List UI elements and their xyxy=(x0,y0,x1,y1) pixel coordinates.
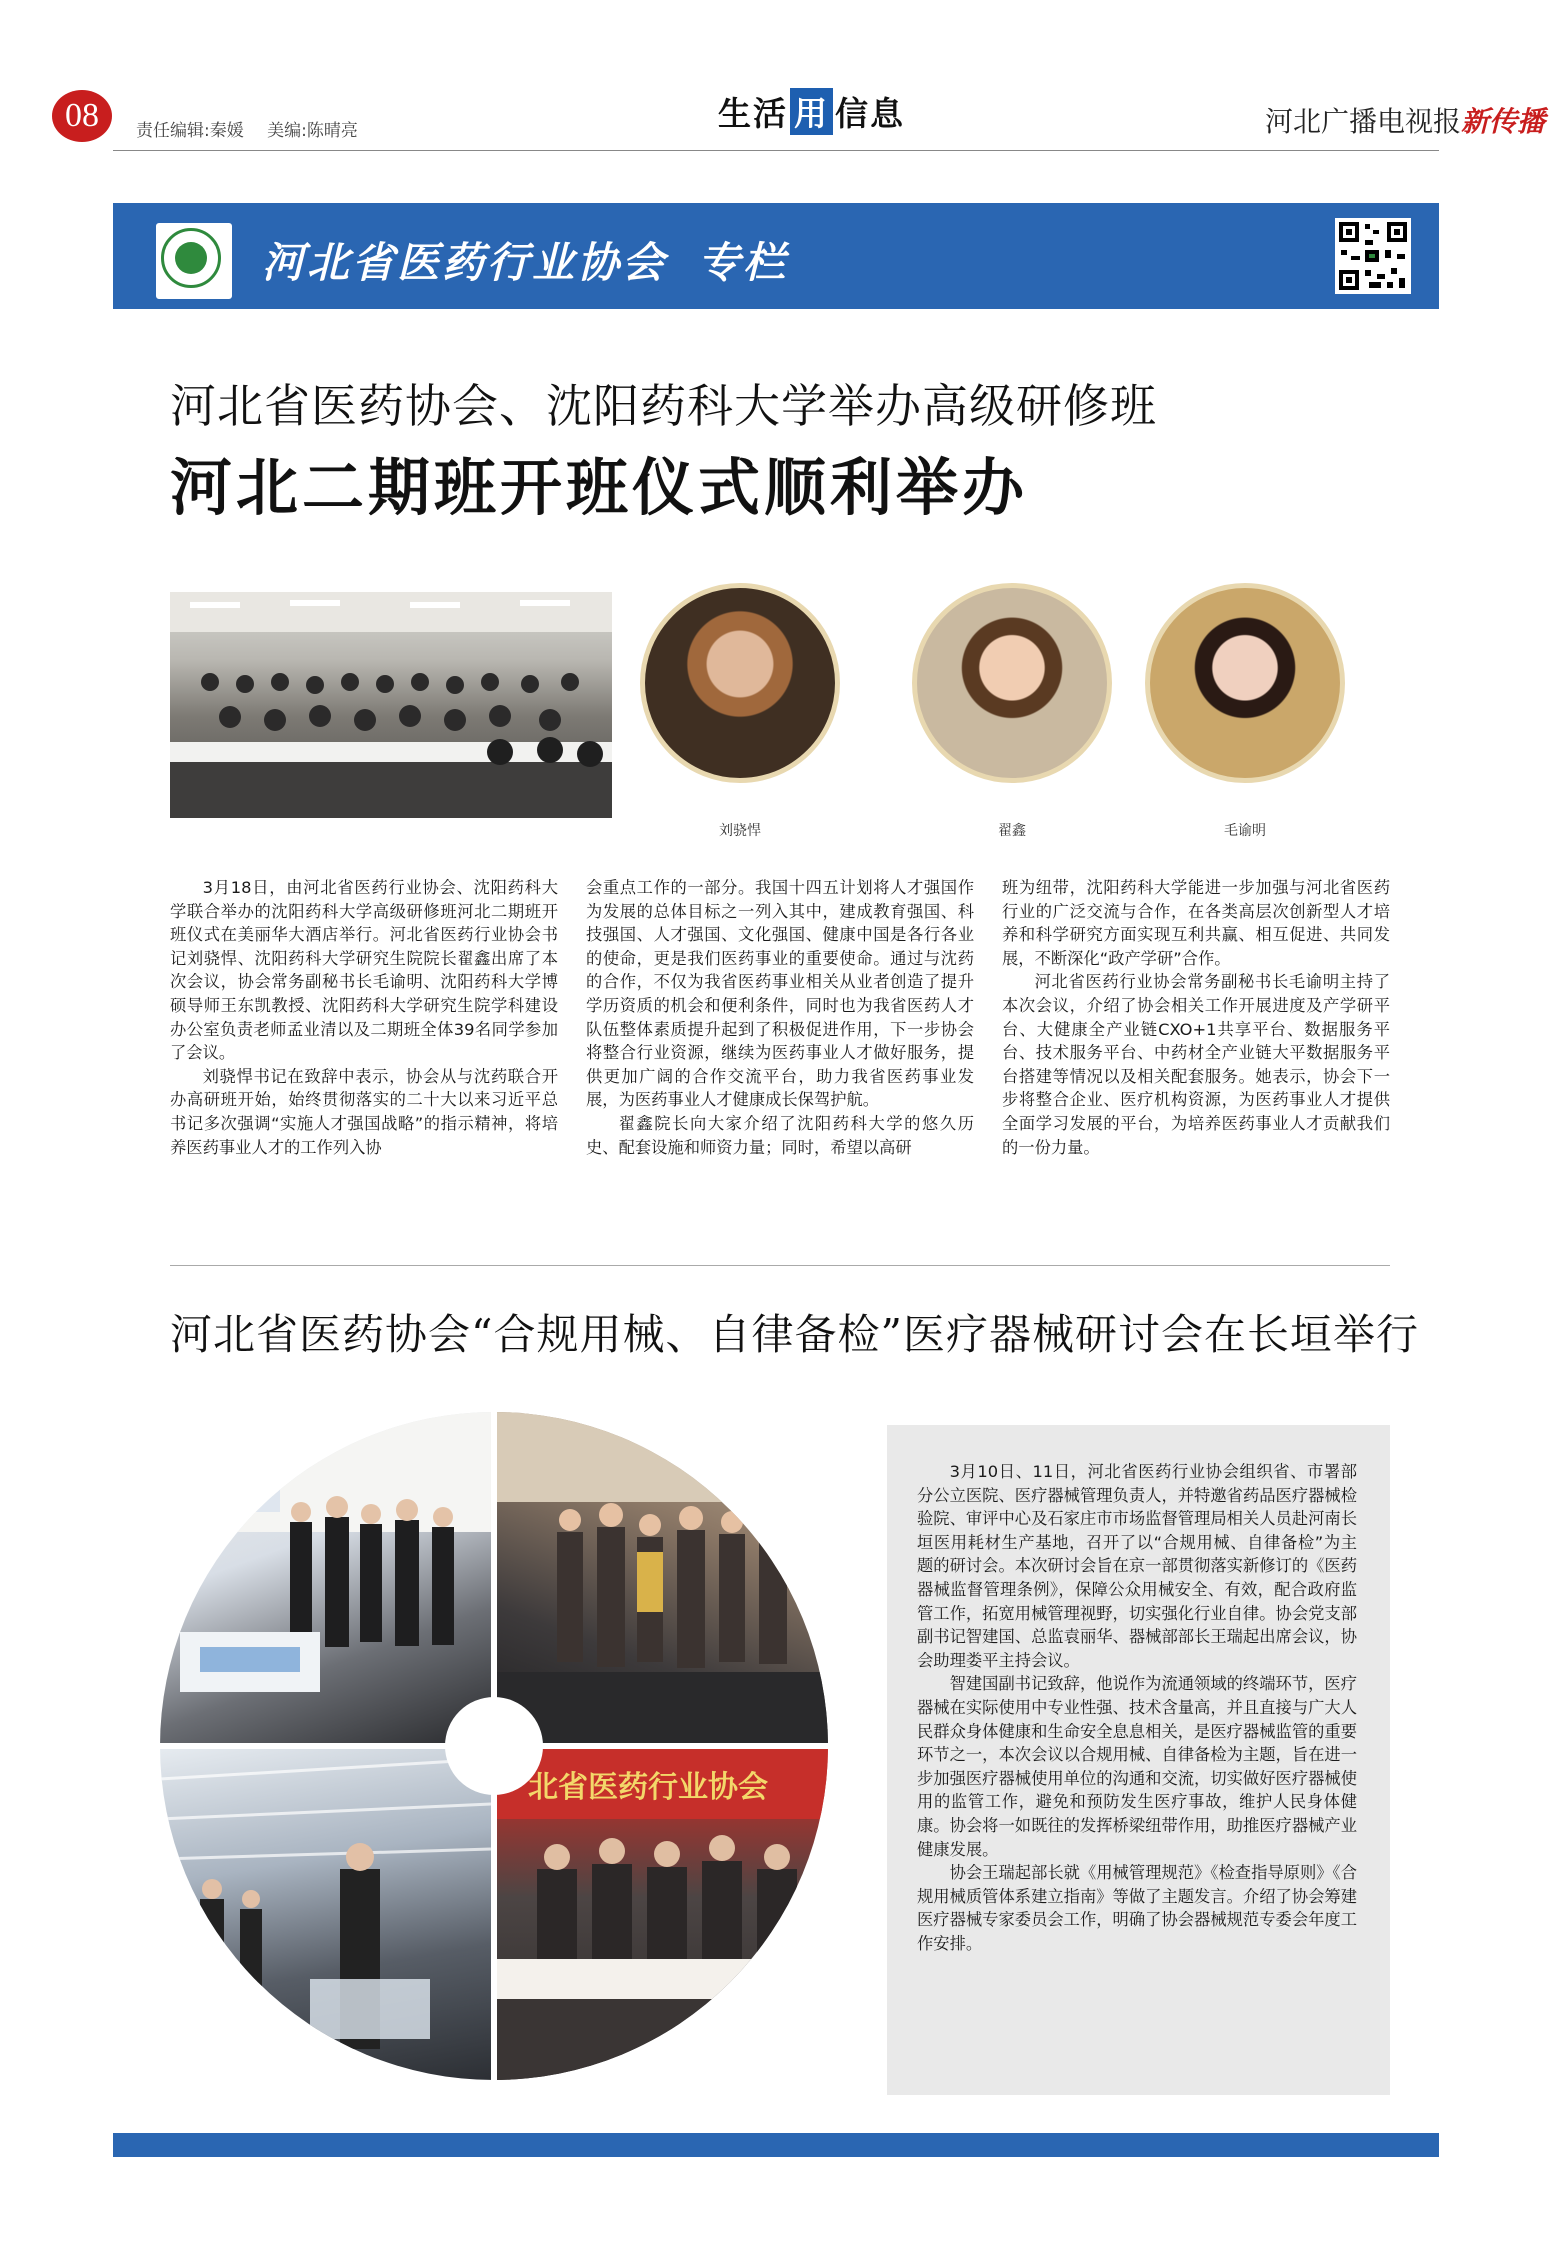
collage-photo-exhibition-image xyxy=(160,1412,491,1743)
collage-photo-exhibition xyxy=(160,1412,491,1743)
conference-photo-image xyxy=(170,592,612,818)
article-divider xyxy=(170,1265,1390,1266)
section-title-mark: 用 xyxy=(790,88,833,135)
portrait-zhai xyxy=(912,583,1112,783)
qr-code xyxy=(1335,218,1411,294)
portrait-mao xyxy=(1145,583,1345,783)
newspaper-brand: 新传播 xyxy=(1461,105,1546,138)
section-title-pre: 生活 xyxy=(718,94,788,133)
newspaper-title: 河北广播电视报 xyxy=(1265,105,1462,138)
section-title-post: 信息 xyxy=(835,94,905,133)
article1-column-1 xyxy=(170,876,558,1159)
collage-photo-showroom-image xyxy=(160,1749,491,2080)
header-rule xyxy=(113,150,1439,151)
meeting-backdrop-text: 北省医药行业协会 xyxy=(528,1770,768,1805)
conference-photo xyxy=(170,592,612,818)
article1-subtitle: 河北省医药协会、沈阳药科大学举办高级研修班 xyxy=(170,379,1157,433)
paragraph: 会重点工作的一部分。我国十四五计划将人才强国作为发展的总体目标之一列入其中，建成教育强国、科技强国、人才强国、文化强国、健康中国是各行各业的使命，更是我们医药事业的重要使命。通过与沈药的合作，不仅为我省医药事业相关从业者创造了提升学历资质的机会和便利条件，同时也为我省医药人才队伍整体素质提升起到了积极促进作用，下一步协会将整合行业资源，继续为医药事业人才做好服务，提供更加广阔的合作交流平台，助力我省医药事业发展，为医药事业人才健康成长保驾护航。 xyxy=(586,878,974,1110)
paragraph: 刘骁悍书记在致辞中表示，协会从与沈药联合开办高研班开始，始终贯彻落实的二十大以来习近平总书记多次强调“实施人才强国战略”的指示精神，将培养医药事业人才的工作列入协 xyxy=(170,1066,558,1157)
paragraph: 河北省医药行业协会常务副秘书长毛谕明主持了本次会议，介绍了协会相关工作开展进度及产学研平台、大健康全产业链CXO+1共享平台、数据服务平台、技术服务平台、中药材全产业链大平数据服务平台搭建等情况以及相关配套服务。她表示，协会下一步将整合企业、医疗机构资源，为医药事业人才提供全面学习发展的平台，为培养医药事业人才贡献我们的一份力量。 xyxy=(1002,972,1390,1157)
banner-tag: 专栏 xyxy=(698,238,789,287)
qr-code-icon xyxy=(1335,218,1411,294)
paragraph: 智建国副书记致辞，他说作为流通领域的终端环节，医疗器械在实际使用中专业性强、技术含量高，并且直接与广大人民群众身体健康和生命安全息息相关，是医疗器械监管的重要环节之一，本次会议以合规用械、自律备检为主题，旨在进一步加强医疗器械使用单位的沟通和交流，切实做好医疗器械使用的监管工作，避免和预防发生医疗事故，维护人民身体健康。协会将一如既往的发挥桥梁纽带作用，助推医疗器械产业健康发展。 xyxy=(917,1674,1357,1859)
collage-photo-tour-image xyxy=(497,1412,828,1743)
collage-center xyxy=(445,1697,543,1795)
paragraph: 翟鑫院长向大家介绍了沈阳药科大学的悠久历史、配套设施和师资力量；同时，希望以高研 xyxy=(586,1113,974,1157)
logo-emblem xyxy=(175,242,207,274)
section-title xyxy=(718,88,905,135)
banner-title: 河北省医药行业协会 xyxy=(262,238,668,287)
portrait-liu xyxy=(640,583,840,783)
paragraph: 协会王瑞起部长就《用械管理规范》《检查指导原则》《合规用械质管体系建立指南》等做了主题发言。介绍了协会筹建医疗器械专家委员会工作，明确了协会器械规范专委会年度工作安排。 xyxy=(917,1863,1357,1953)
portrait-caption: 翟鑫 xyxy=(998,823,1026,839)
designer-credit: 美编:陈晴亮 xyxy=(267,121,358,141)
article1-column-2 xyxy=(586,876,974,1159)
collage-photo-showroom xyxy=(160,1749,491,2080)
collage-photo-tour xyxy=(497,1412,828,1743)
editor-credit: 责任编辑:秦媛 xyxy=(136,121,244,141)
paragraph: 班为纽带，沈阳药科大学能进一步加强与河北省医药行业的广泛交流与合作，在各类高层次创新型人才培养和科学研究方面实现互利共赢、相互促进、共同发展，不断深化“政产学研”合作。 xyxy=(1002,878,1390,968)
page-number-badge: 08 xyxy=(52,90,112,142)
footer-bar xyxy=(113,2133,1439,2157)
paragraph: 3月10日、11日，河北省医药行业协会组织省、市署部分公立医院、医疗器械管理负责人，并特邀省药品医疗器械检验院、审评中心及石家庄市市场监督管理局相关人员赴河南长垣医用耗材生产基地，召开了以“合规用械、自律备检”为主题的研讨会。本次研讨会旨在京一部贯彻落实新修订的《医药器械监督管理条例》，保障公众用械安全、有效，配合政府监管工作，拓宽用械管理视野，切实强化行业自律。协会党支部副书记智建国、总监袁丽华、器械部部长王瑞起出席会议，协会助理娄平主持会议。 xyxy=(917,1462,1357,1670)
article1-title: 河北二期班开班仪式顺利举办 xyxy=(170,451,1029,524)
article2-body xyxy=(917,1460,1357,1955)
article2-title: 河北省医药协会“合规用械、自律备检”医疗器械研讨会在长垣举行 xyxy=(170,1310,1419,1359)
editor-credits xyxy=(136,116,376,141)
portrait-caption: 毛谕明 xyxy=(1224,823,1266,839)
paragraph: 3月18日，由河北省医药行业协会、沈阳药科大学联合举办的沈阳药科大学高级研修班河北二期班开班仪式在美丽华大酒店举行。河北省医药行业协会书记刘骁悍、沈阳药科大学研究生院院长翟鑫出席了本次会议，协会常务副秘书长毛谕明、沈阳药科大学博硕导师王东凯教授、沈阳药科大学研究生院学科建设办公室负责老师孟业清以及二期班全体39名同学参加了会议。 xyxy=(170,878,558,1063)
portrait-caption: 刘骁悍 xyxy=(719,823,761,839)
newspaper-name xyxy=(1265,100,1545,140)
article1-column-3 xyxy=(1002,876,1390,1159)
